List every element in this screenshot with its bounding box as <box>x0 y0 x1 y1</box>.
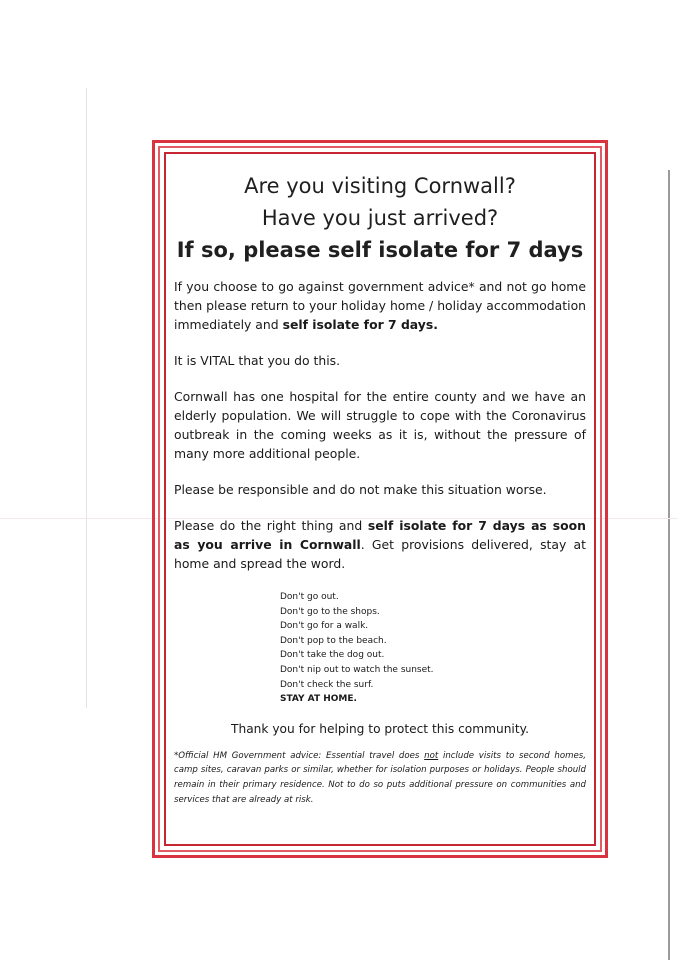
footnote: *Official HM Government advice: Essential travel does not include visits to second homes, camp sites, caravan parks or similar, whether for isolation purposes or holidays. People should remain in their primary residence. Not to do so puts additional pressure on communities and services that are already at risk. <box>174 750 587 805</box>
notice-content <box>174 170 586 807</box>
donts-item: Don't take the dog out. <box>280 650 385 661</box>
paragraph-advice-bold: self isolate for 7 days. <box>282 317 438 332</box>
heading-line-2: Have you just arrived? <box>261 206 499 230</box>
page-edge-left <box>86 88 87 708</box>
paragraph-responsible: Please be responsible and do not make this situation worse. <box>174 482 547 497</box>
paragraph-hospital: Cornwall has one hospital for the entire county and we have an elderly population. We will struggle to cope with the Coronavirus outbreak in the coming weeks as it is, without the pressure of many more additional people. <box>174 389 586 461</box>
footnote-underlined: not <box>424 750 439 761</box>
paragraph-vital: It is VITAL that you do this. <box>174 353 341 368</box>
donts-item: Don't go for a walk. <box>280 621 369 632</box>
donts-item: Don't nip out to watch the sunset. <box>280 664 434 675</box>
stay-at-home: STAY AT HOME. <box>280 694 357 705</box>
page-edge-right <box>668 170 670 960</box>
donts-item: Don't check the surf. <box>280 679 374 690</box>
paragraph-right-thing: Please do the right thing and self isolate for 7 days as soon as you arrive in Cornwall. Get provisions delivered, stay at home and spread the word. <box>174 518 586 571</box>
donts-item: Don't go to the shops. <box>280 606 380 617</box>
donts-list <box>280 590 586 707</box>
donts-item: Don't go out. <box>280 592 339 602</box>
heading-line-3: If so, please self isolate for 7 days <box>176 238 584 262</box>
paragraph-advice: If you choose to go against government advice* and not go home then please return to your holiday home / holiday accommodation immediately and self isolate for 7 days. <box>174 279 586 332</box>
donts-item: Don't pop to the beach. <box>280 635 387 646</box>
heading-line-1: Are you visiting Cornwall? <box>244 174 516 198</box>
thanks-line: Thank you for helping to protect this community. <box>231 721 529 736</box>
paragraph-right-thing-bold: self isolate for 7 days as soon as you arrive in Cornwall <box>174 518 586 552</box>
